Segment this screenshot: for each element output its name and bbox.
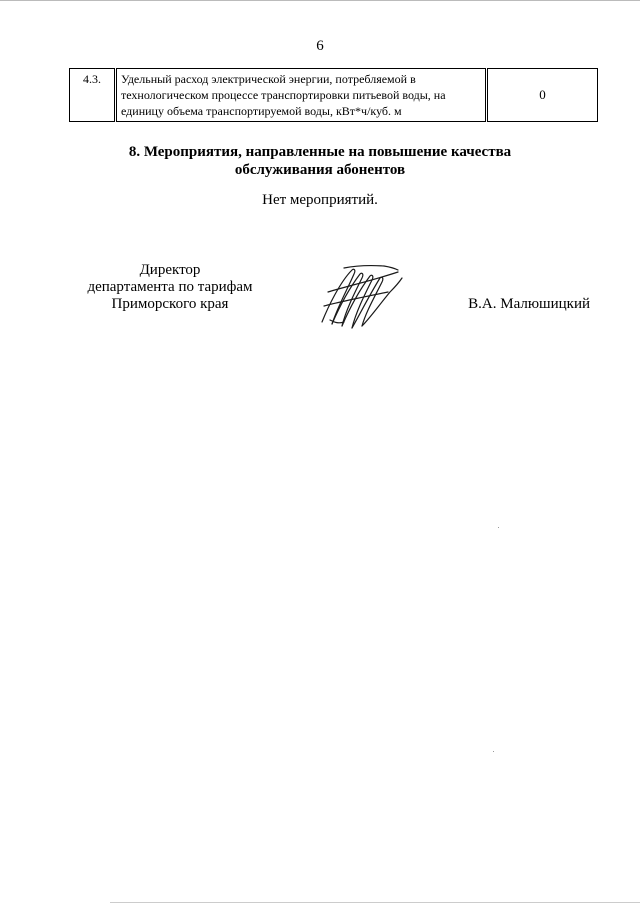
scan-edge-bottom bbox=[110, 902, 640, 903]
signer-name: В.А. Малюшицкий bbox=[468, 296, 590, 312]
table-row bbox=[70, 69, 598, 122]
row-description-cell bbox=[116, 69, 487, 122]
indicators-table bbox=[69, 68, 598, 122]
description-line: технологическом процессе транспортировки питьевой воды, на bbox=[121, 88, 446, 102]
scan-speck bbox=[498, 527, 499, 528]
handwritten-signature-icon bbox=[318, 262, 406, 332]
description-line: единицу объема транспортируемой воды, кВт*ч/куб. м bbox=[121, 104, 402, 118]
signer-title-line: Директор bbox=[139, 262, 201, 278]
description-line: Удельный расход электрической энергии, потребляемой в bbox=[121, 72, 416, 86]
signer-title-line: департамента по тарифам bbox=[87, 279, 253, 295]
section-heading bbox=[100, 143, 540, 179]
page-number: 6 bbox=[316, 38, 324, 54]
section-heading-line: обслуживания абонентов bbox=[234, 162, 406, 178]
row-number-cell: 4.3. bbox=[70, 69, 116, 122]
signer-title bbox=[60, 262, 280, 313]
section-body-text: Нет мероприятий. bbox=[262, 192, 378, 208]
signer-title-line: Приморского края bbox=[111, 296, 229, 312]
section-heading-line: 8. Мероприятия, направленные на повышение качества bbox=[128, 144, 512, 160]
scan-speck bbox=[493, 751, 494, 752]
row-value-cell: 0 bbox=[487, 69, 598, 122]
scan-edge-top bbox=[0, 0, 640, 1]
